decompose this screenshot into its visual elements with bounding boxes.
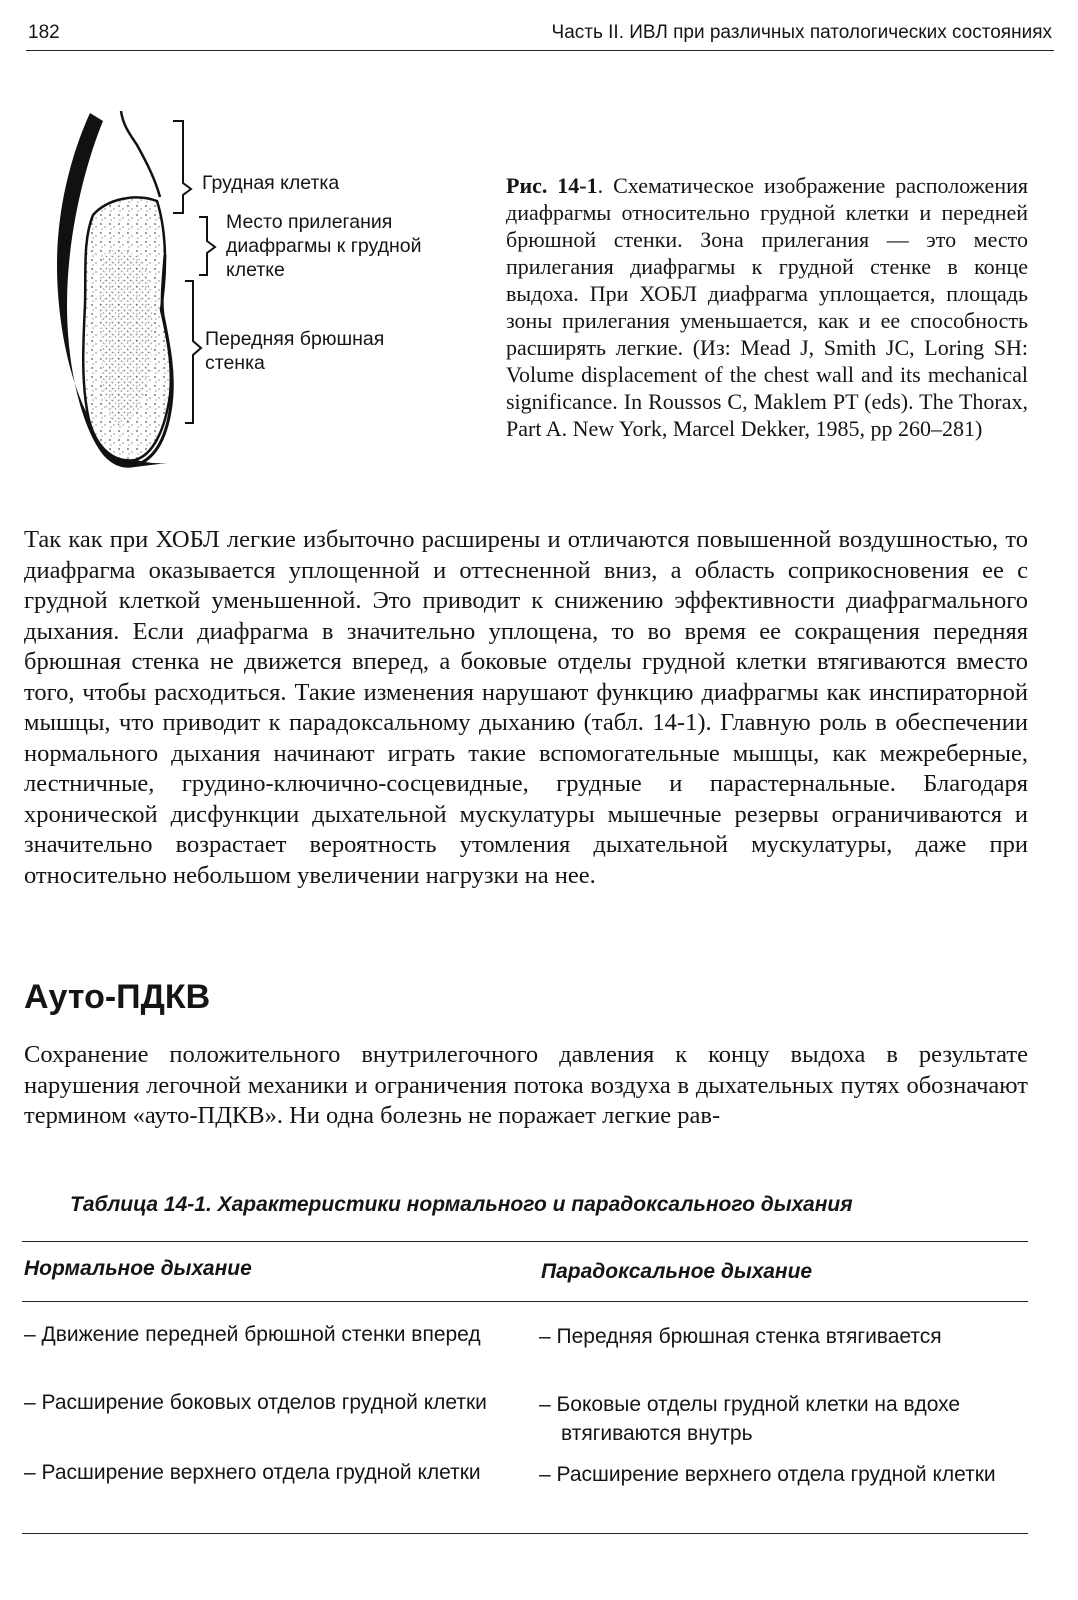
table-cell-normal-2: – Расширение боковых отделов грудной клетки [24,1391,487,1414]
rib-cage-outline [121,111,160,197]
label-abdominal-wall: Передняя брюшная стенка [205,328,385,374]
table-rule-header [22,1301,1028,1302]
brace-abdomen [185,281,201,423]
brace-zone [199,217,215,275]
diaphragm-schematic [45,105,455,485]
section-heading: Ауто-ПДКВ [24,978,211,1016]
page-number: 182 [28,22,60,43]
header-rule [26,50,1054,51]
table-cell-paradoxical-3: – Расширение верхнего отдела грудной клетки [539,1463,996,1486]
body-paragraph-1: Так как при ХОБЛ легкие избыточно расширены и отличаются повышенной воздушностью, то диафрагма оказывается уплощенной и оттесненной вниз, а область соприкосновения ее с грудной клеткой уменьшенной. Это приводит к снижению эффективности диафрагмального дыхания. Если диафрагма в значительно уплощена, то во время ее сокращения передняя брюшная стенка не движется вперед, а боковые отделы грудной клетки втягиваются вместо того, чтобы расходиться. Такие изменения нарушают функцию диафрагмы как инспираторной мышцы, что приводит к парадоксальному дыханию (табл. 14-1). Главную роль в обеспечении нормального дыхания начинают играть такие вспомогательные мышцы, как межреберные, лестничные, грудино-ключично-сосцевидные, грудные и парастернальные. Благодаря хронической дисфункции дыхательной мускулатуры мышечные резервы ограничиваются и значительно возрастает вероятность утомления дыхательной мускулатуры, даже при относительно небольшом увеличении нагрузки на нее. [24,526,1028,889]
caption-text: . Схематическое изображение расположения диафрагмы относительно грудной клетки и передней брюшной стенки. Зона прилегания — это место прилегания диафрагмы к грудной стенке в конце выдоха. При ХОБЛ диафрагма уплощается, площадь зоны прилегания уменьшается, как и ее способность расширять легкие. (Из: Mead J, Smith JC, Loring SH: Volume displacement of the chest wall and its mechanical significance. In Roussos C, Maklem PT (eds). The Thorax, Part A. New York, Marcel Dekker, 1985, pp 260–281) [506,173,1028,441]
table-title: Таблица 14-1. Характеристики нормального и парадоксального дыхания [70,1193,853,1216]
table-header-normal: Нормальное дыхание [24,1257,252,1280]
table-rule-bottom [22,1533,1028,1534]
label-chest-wall: Грудная клетка [202,172,340,194]
table-cell-normal-1: – Движение передней брюшной стенки вперед [24,1323,481,1346]
diaphragm-figure [45,105,455,485]
table-rule-top [22,1241,1028,1242]
body-paragraph-2: Сохранение положительного внутрилегочного давления к концу выдоха в результате нарушения легочной механики и ограничения потока воздуха в дыхательных путях обозначают термином «ауто-ПДКВ». Ни одна болезнь не поражает легкие рав- [24,1041,1028,1129]
table-header-paradoxical: Парадоксальное дыхание [541,1260,813,1283]
caption-label: Рис. 14-1 [506,173,598,198]
label-apposition-zone: Место прилегания диафрагмы к грудной клетке [226,211,422,281]
table-cell-paradoxical-2: – Боковые отделы грудной клетки на вдохе втягиваются внутрь [539,1393,961,1445]
figure-caption [506,172,1028,442]
table-cell-normal-3: – Расширение верхнего отдела грудной клетки [24,1461,481,1484]
brace-chest [173,121,191,213]
running-title: Часть II. ИВЛ при различных патологических состояниях [551,22,1052,43]
table-cell-paradoxical-1: – Передняя брюшная стенка втягивается [539,1325,942,1348]
